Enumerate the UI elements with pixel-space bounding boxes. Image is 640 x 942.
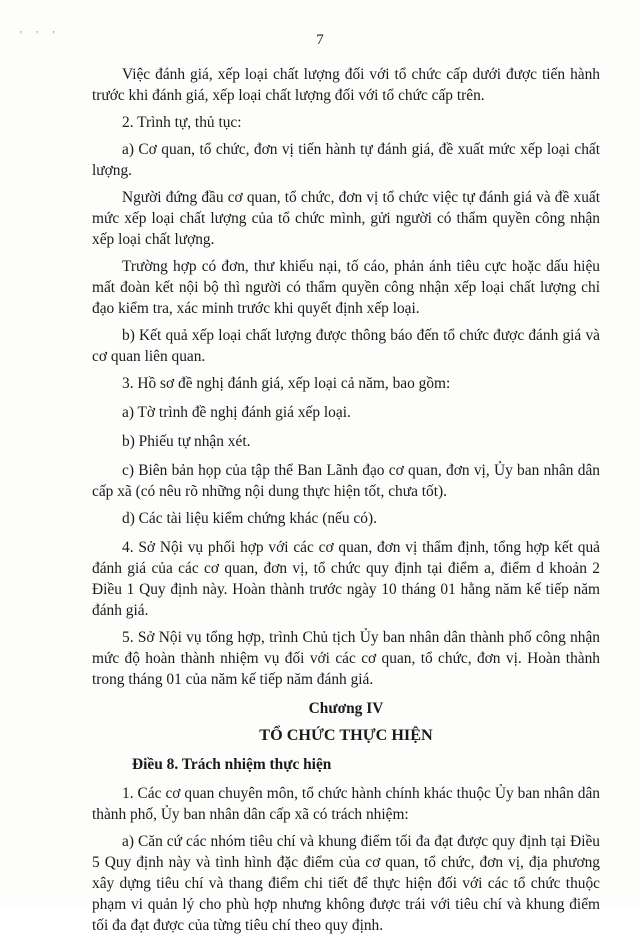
paragraph: 3. Hồ sơ đề nghị đánh giá, xếp loại cả năm, bao gồm: — [122, 375, 451, 392]
paragraph: 1. Các cơ quan chuyên môn, tổ chức hành chính khác thuộc Ủy ban nhân dân thành phố, Ủy ban nhân dân cấp xã có trách nhiệm: — [92, 785, 600, 823]
page-content — [92, 64, 600, 942]
paragraph: a) Cơ quan, tổ chức, đơn vị tiến hành tự đánh giá, đề xuất mức xếp loại chất lượng. — [92, 141, 600, 179]
paragraph: d) Các tài liệu kiểm chứng khác (nếu có). — [122, 510, 377, 527]
paragraph: 2. Trình tự, thủ tục: — [122, 114, 242, 131]
paragraph: Việc đánh giá, xếp loại chất lượng đối với tổ chức cấp dưới được tiến hành trước khi đánh giá, xếp loại chất lượng đối với tổ chức cấp trên. — [92, 66, 600, 104]
paragraph: 5. Sở Nội vụ tổng hợp, trình Chủ tịch Ủy ban nhân dân thành phố công nhận mức độ hoàn thành nhiệm vụ đối với các cơ quan, tổ chức, đơn vị. Hoàn thành trong tháng 01 của năm kế tiếp năm đánh giá. — [92, 629, 600, 688]
paragraph: c) Biên bản họp của tập thể Ban Lãnh đạo cơ quan, đơn vị, Ủy ban nhân dân cấp xã (có nêu rõ những nội dung thực hiện tốt, chưa tốt). — [92, 462, 600, 500]
chapter-title: TỔ CHỨC THỰC HIỆN — [259, 726, 433, 744]
paragraph: b) Phiếu tự nhận xét. — [122, 433, 251, 450]
paragraph: a) Căn cứ các nhóm tiêu chí và khung điểm tối đa đạt được quy định tại Điều 5 Quy định này và tình hình đặc điểm của cơ quan, tổ chức, đơn vị, địa phương xây dựng tiêu chí và thang điểm chi tiết để thực hiện đối với các tổ chức thuộc phạm vi quản lý cho phù hợp nhưng không được trái với tiêu chí và khung điểm tối đa đạt được của từng tiêu chí theo quy định. — [92, 833, 600, 934]
paragraph: b) Kết quả xếp loại chất lượng được thông báo đến tổ chức được đánh giá và cơ quan liên quan. — [92, 327, 600, 365]
page-number: 7 — [316, 32, 324, 48]
paragraph: a) Tờ trình đề nghị đánh giá xếp loại. — [122, 404, 351, 421]
paragraph: Người đứng đầu cơ quan, tổ chức, đơn vị tổ chức việc tự đánh giá và đề xuất mức xếp loại chất lượng của tổ chức mình, gửi người có thẩm quyền công nhận xếp loại chất lượng. — [92, 189, 600, 248]
chapter-label: Chương IV — [308, 700, 384, 717]
paragraph: Trường hợp có đơn, thư khiếu nại, tố cáo, phản ánh tiêu cực hoặc dấu hiệu mất đoàn kết nội bộ thì người có thẩm quyền công nhận xếp loại chất lượng chỉ đạo kiểm tra, xác minh trước khi quyết định xếp loại. — [92, 258, 600, 317]
paragraph: 4. Sở Nội vụ phối hợp với các cơ quan, đơn vị thẩm định, tổng hợp kết quả đánh giá của các cơ quan, đơn vị, tổ chức quy định tại điểm a, điểm d khoản 2 Điều 1 Quy định này. Hoàn thành trước ngày 10 tháng 01 hằng năm kế tiếp năm đánh giá. — [92, 539, 600, 619]
article-heading: Điều 8. Trách nhiệm thực hiện — [132, 756, 332, 773]
scan-marks: ' ' ' — [20, 30, 61, 41]
